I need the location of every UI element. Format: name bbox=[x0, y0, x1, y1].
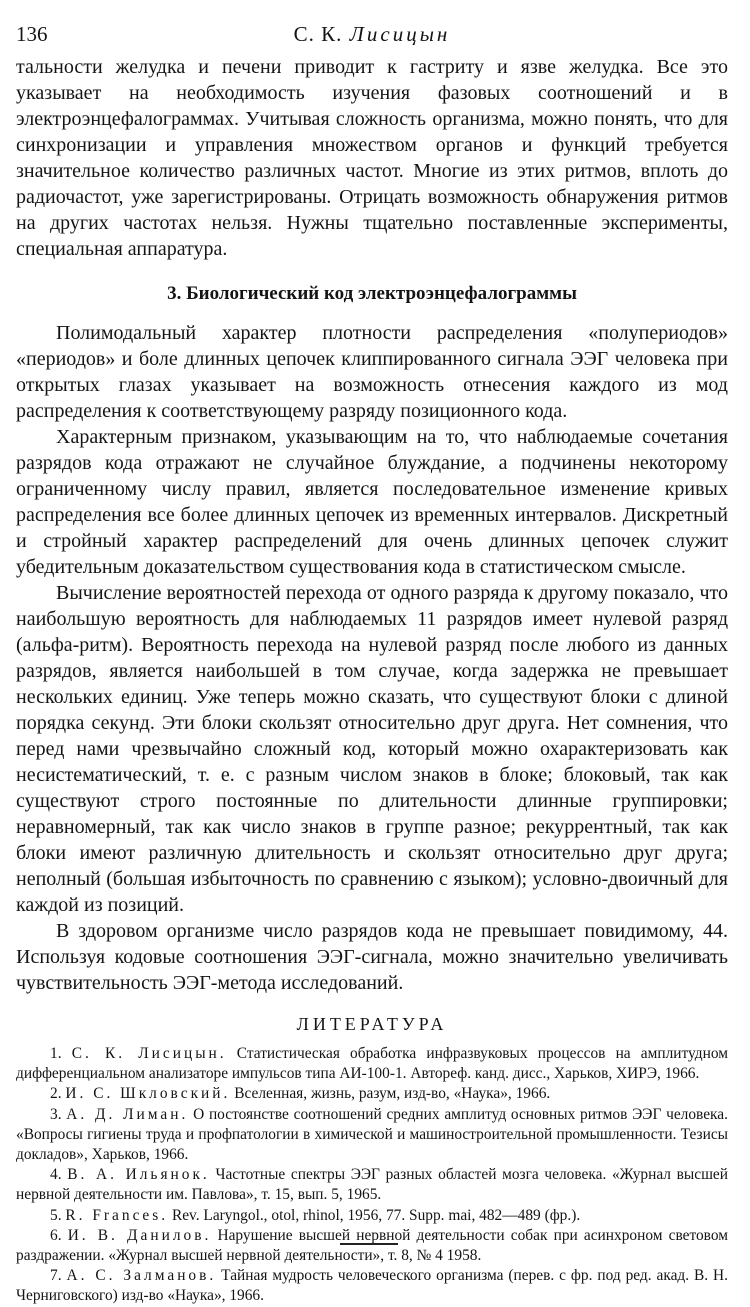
page-number: 136 bbox=[16, 22, 48, 46]
ref-author: С. К. Лисицын. bbox=[71, 1045, 227, 1062]
ref-author: R. Frances. bbox=[65, 1206, 169, 1224]
ref-number: 3. bbox=[50, 1105, 62, 1123]
ref-number: 7. bbox=[50, 1267, 62, 1285]
reference-item bbox=[16, 1226, 728, 1266]
ref-author: А. С. Залманов. bbox=[66, 1267, 217, 1285]
reference-item bbox=[16, 1105, 728, 1166]
paragraph: Полимодальный характер плотности распределения «полупериодов» «периодов» и боле длинных цепочек клиппированного сигнала ЭЭГ человека при открытых глазах указывает на возможность отнесения каждого из мод распределения к соответствующему разряду позиционного кода. bbox=[16, 322, 728, 422]
ref-number: 2. bbox=[50, 1085, 62, 1103]
ref-text: Rev. Laryngol., otol, rhinol, 1956, 77. Supp. mai, 482—489 (фр.). bbox=[171, 1206, 581, 1224]
footer-rule bbox=[340, 1243, 398, 1245]
ref-text: О постоянстве соотношений средних амплитуд основных ритмов ЭЭГ человека. «Вопросы гигиены труда и профпатологии в химической и машиностроительной промышленности. Тезисы докладов», Харьков, 1966. bbox=[16, 1105, 728, 1164]
ref-text: Тайная мудрость человеческого организма (перев. с фр. под ред. акад. В. Н. Черниговского) изд-во «Наука», 1966. bbox=[16, 1267, 728, 1305]
main-text bbox=[16, 54, 728, 996]
ref-text: Частотные спектры ЭЭГ разных областей мозга человека. «Журнал высшей нервной деятельности им. Павлова», т. 15, вып. 5, 1965. bbox=[16, 1166, 728, 1204]
running-title bbox=[16, 22, 728, 47]
running-header bbox=[16, 18, 728, 54]
ref-author: И. В. Данилов. bbox=[67, 1226, 212, 1244]
ref-author: В. А. Ильянок. bbox=[67, 1166, 210, 1184]
reference-item bbox=[16, 1044, 728, 1084]
reference-list bbox=[16, 1044, 728, 1307]
paragraph: Характерным признаком, указывающим на то, что наблюдаемые сочетания разрядов кода отражают не случайное блуждание, а подчинены некоторому ограниченному числу правил, является последовательное изменение кривых распределения все более длинных цепочек из временных интервалов. Дискретный и стройный характер распределений для очень длинных цепочек служит убедительным доказательством существования кода в статистическом смысле. bbox=[16, 426, 728, 578]
author-name: Лисицын bbox=[349, 22, 451, 46]
ref-number: 4. bbox=[50, 1166, 62, 1184]
section-heading: 3. Биологический код электроэнцефалограммы bbox=[167, 283, 577, 304]
reference-item bbox=[16, 1206, 728, 1226]
ref-number: 1. bbox=[50, 1045, 62, 1062]
paragraph: тальности желудка и печени приводит к гастриту и язве желудка. Все это указывает на необходимость изучения фазовых соотношений и в электроэнцефалограммах. Учитывая сложность организма, можно понять, что для синхронизации и управления множеством органов и функций требуется значительное количество различных частот. Многие из этих ритмов, вплоть до радиочастот, уже зарегистрированы. Отрицать возможность обнаружения ритмов на других частотах нельзя. Нужны тщательно поставленные эксперименты, специальная аппаратура. bbox=[16, 56, 728, 260]
reference-item bbox=[16, 1084, 728, 1104]
ref-author: И. С. Шкловский. bbox=[65, 1085, 231, 1103]
ref-number: 6. bbox=[50, 1226, 62, 1244]
paragraph: В здоровом организме число разрядов кода не превышает повидимому, 44. Используя кодовые соотношения ЭЭГ-сигнала, можно значительно увеличивать чувствительность ЭЭГ-метода исследований. bbox=[16, 920, 728, 994]
author-initials: С. К. bbox=[293, 22, 343, 46]
ref-author: А. Д. Лиман. bbox=[66, 1105, 189, 1123]
reference-item bbox=[16, 1165, 728, 1205]
paragraph: Вычисление вероятностей перехода от одного разряда к другому показало, что наибольшую вероятность для наблюдаемых 11 разрядов имеет нулевой разряд (альфа-ритм). Вероятность перехода на нулевой разряд после любого из данных разрядов, является наибольшей в том случае, когда задержка не превышает нескольких единиц. Уже теперь можно сказать, что существуют блоки с длиной порядка секунд. Эти блоки скользят относительно друг друга. Нет сомнения, что перед нами чрезвычайно сложный код, который можно охарактеризовать как несистематический, т. е. с разным числом знаков в блоке; блоковый, так как существуют строго постоянные по длительности длинные группировки; неравномерный, так как число знаков в группе разное; рекуррентный, так как блоки имеют различную длительность и скользят относительно друг друга; неполный (большая избыточность по сравнению с языком); условно-двоичный для каждой из позиций. bbox=[16, 582, 728, 916]
ref-text: Вселенная, жизнь, разум, изд-во, «Наука», 1966. bbox=[234, 1085, 551, 1103]
ref-text: Статистическая обработка инфразвуковых процессов на амплитудном дифференциальном анализаторе импульсов типа АИ-100-1. Автореф. канд. дисс., Харьков, ХИРЭ, 1966. bbox=[16, 1045, 728, 1083]
ref-number: 5. bbox=[50, 1206, 62, 1224]
literature-heading: ЛИТЕРАТУРА bbox=[296, 1014, 448, 1034]
reference-item bbox=[16, 1266, 728, 1306]
ref-text: Нарушение высшей нервной деятельности собак при асинхроном световом раздражении. «Журнал высшей нервной деятельности», т. 8, № 4 1958. bbox=[16, 1226, 728, 1265]
